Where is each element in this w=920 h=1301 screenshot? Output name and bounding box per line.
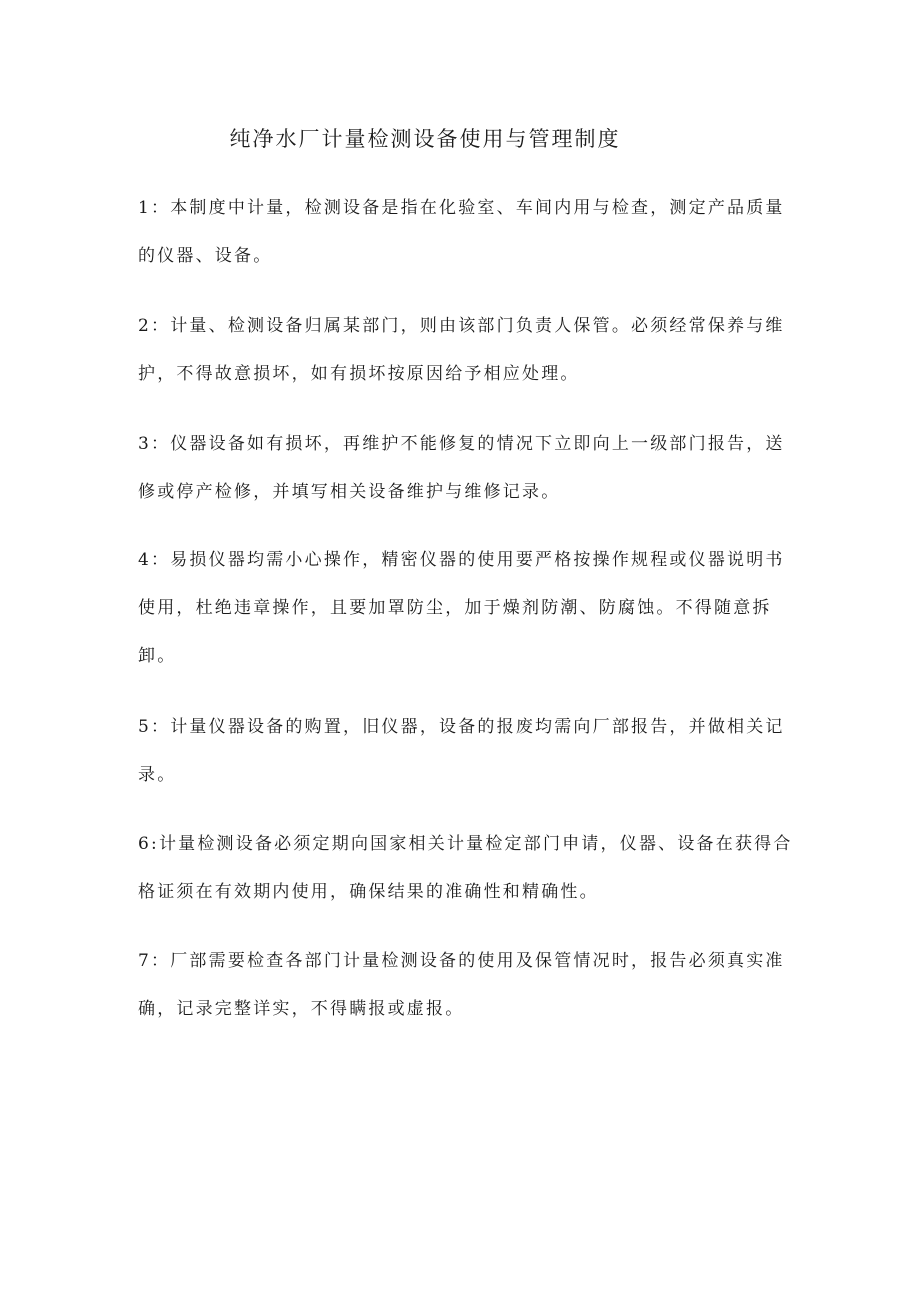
paragraph-4: 4：易损仪器均需小心操作，精密仪器的使用要严格按操作规程或仪器说明书使用，杜绝违章操作，且要加罩防尘，加于燥剂防潮、防腐蚀。不得随意拆卸。 [138,550,785,666]
document-title: 纯净水厂计量检测设备使用与管理制度 [229,127,621,151]
paragraph-5: 5：计量仪器设备的购置，旧仪器，设备的报废均需向厂部报告，并做相关记录。 [138,717,785,785]
paragraph-2: 2：计量、检测设备归属某部门，则由该部门负责人保管。必须经常保养与维护，不得故意损坏，如有损坏按原因给予相应处理。 [138,316,785,384]
paragraph-3: 3：仪器设备如有损坏，再维护不能修复的情况下立即向上一级部门报告，送修或停产检修，并填写相关设备维护与维修记录。 [138,434,785,502]
paragraph-6: 6:计量检测设备必须定期向国家相关计量检定部门申请，仪器、设备在获得合格证须在有效期内使用，确保结果的准确性和精确性。 [138,834,793,902]
paragraph-1: 1：本制度中计量，检测设备是指在化验室、车间内用与检查，测定产品质量的仪器、设备。 [138,198,785,266]
paragraph-7: 7：厂部需要检查各部门计量检测设备的使用及保管情况时，报告必须真实准确，记录完整详实，不得瞒报或虚报。 [138,951,785,1019]
